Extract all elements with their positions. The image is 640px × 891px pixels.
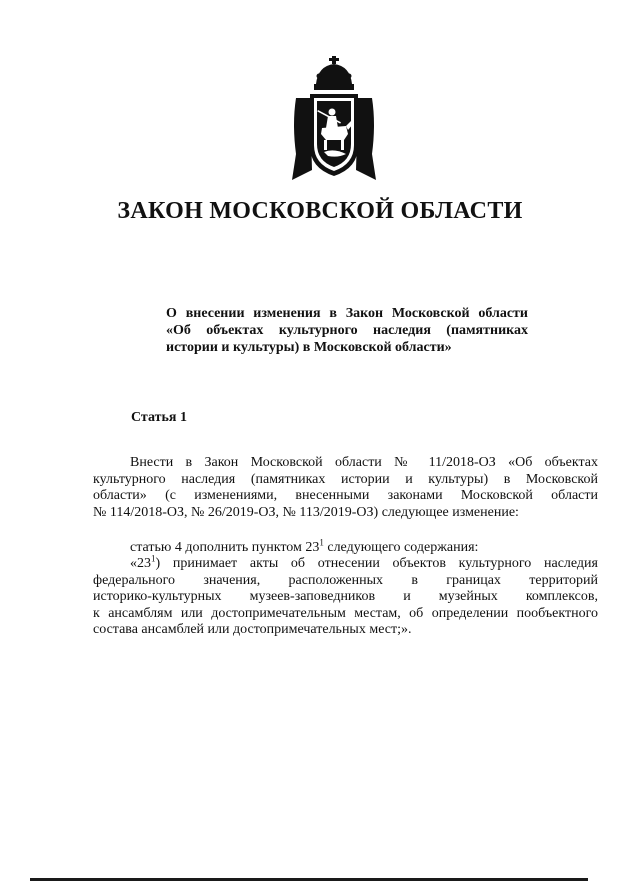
paragraph-line: области» (с изменениями, внесенными законами Московской области — [93, 488, 598, 504]
paragraph-line: к ансамблям или достопримечательным местам, об определении пообъектного — [93, 605, 598, 621]
paragraph-line: историко-культурных музеев-заповедников и музейных комплексов, — [93, 589, 598, 605]
paragraph-line — [93, 553, 598, 573]
superscript: 1 — [319, 537, 324, 548]
law-title-line: О внесении изменения в Закон Московской области — [166, 306, 528, 321]
text-fragment: следующего содержания: — [323, 540, 479, 555]
paragraph-line — [93, 537, 598, 557]
superscript: 1 — [151, 553, 156, 564]
text-fragment: ) принимает акты об отнесении объектов культурного наследия — [155, 556, 598, 571]
paragraph-line: Внести в Закон Московской области № 11/2018-ОЗ «Об объектах — [130, 455, 598, 470]
paragraph-line: федерального значения, расположенных в границах территорий — [93, 572, 598, 588]
amendment-paragraph — [93, 455, 598, 521]
new-clause-paragraph — [93, 553, 598, 639]
page-bottom-rule — [30, 878, 588, 881]
text-fragment: «23 — [130, 556, 151, 571]
instruction-paragraph — [93, 537, 598, 557]
coat-of-arms-icon — [286, 54, 382, 184]
paragraph-line: № 114/2018-ОЗ, № 26/2019-ОЗ, № 113/2019-ОЗ) следующее изменение: — [93, 504, 519, 520]
paragraph-line: культурного наследия (памятниках истории и культуры) в Московской — [93, 471, 598, 487]
paragraph-line: состава ансамблей или достопримечательных мест;». — [93, 622, 412, 638]
text-fragment: статью 4 дополнить пунктом 23 — [130, 540, 320, 555]
law-title-line: истории и культуры) в Московской области» — [166, 340, 452, 355]
law-title-line: «Об объектах культурного наследия (памятниках — [166, 323, 528, 338]
law-title — [166, 305, 528, 356]
article-heading: Статья 1 — [131, 410, 187, 425]
document-type-heading: ЗАКОН МОСКОВСКОЙ ОБЛАСТИ — [117, 198, 523, 224]
